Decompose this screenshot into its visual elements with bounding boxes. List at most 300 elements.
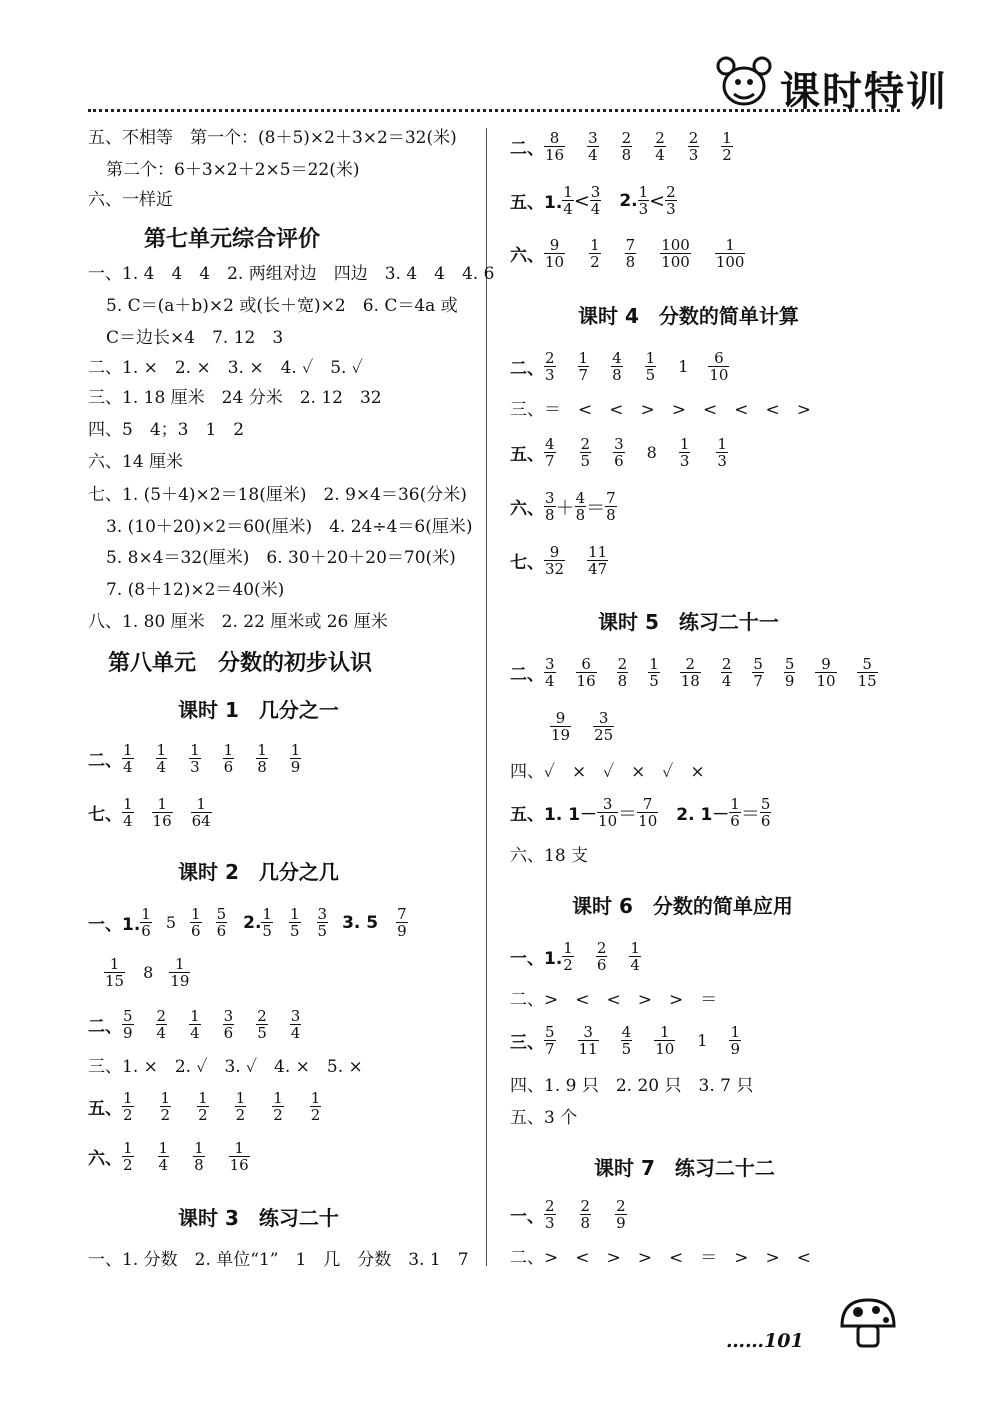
fraction (857, 656, 878, 689)
question-number: 六、 (510, 499, 544, 519)
fraction (223, 1008, 235, 1041)
fraction-denominator: 4 (156, 758, 167, 776)
fraction (688, 130, 700, 163)
unit7-line: 一、1. 4 4 4 2. 两组对边 四边 3. 4 4 4. 6 (88, 264, 495, 284)
fraction (289, 906, 301, 939)
fraction-numerator: 2 (685, 655, 696, 673)
fraction-numerator: 3 (602, 795, 613, 813)
fraction (544, 490, 556, 523)
lesson4-title: 课时 4 分数的简单计算 (578, 304, 799, 328)
fraction-denominator: 19 (551, 726, 571, 744)
fraction-numerator: 3 (590, 183, 601, 201)
fraction-denominator: 3 (717, 452, 727, 470)
fraction (611, 350, 623, 383)
fraction-denominator: 64 (191, 812, 211, 830)
fraction (544, 130, 565, 163)
fraction-denominator: 100 (661, 253, 690, 271)
fraction (550, 710, 571, 743)
fraction-numerator: 2 (156, 1007, 167, 1025)
fraction (637, 796, 658, 829)
fraction-numerator: 1 (645, 349, 656, 367)
fraction-denominator: 5 (645, 366, 656, 384)
unit7-line: 5. C＝(a＋b)×2 或(长＋宽)×2 6. C＝4a 或 (106, 296, 458, 316)
fraction (158, 1140, 170, 1173)
fraction-denominator: 3 (190, 758, 200, 776)
fraction-numerator: 1 (722, 129, 732, 147)
fraction-numerator: 6 (581, 655, 591, 673)
fraction-denominator: 4 (545, 672, 555, 690)
fraction (716, 436, 728, 469)
fraction-numerator: 1 (590, 236, 600, 254)
fraction (615, 1198, 627, 1231)
question-number: 五、 (510, 445, 544, 465)
fraction-numerator: 5 (216, 905, 227, 923)
fraction-denominator: 2 (235, 1106, 246, 1124)
fraction (104, 956, 125, 989)
fraction-numerator: 1 (123, 1089, 133, 1107)
fraction (122, 742, 134, 775)
fraction-numerator: 1 (190, 1007, 200, 1025)
page-number-dots: …… (726, 1330, 764, 1352)
fraction-numerator: 1 (310, 1089, 321, 1107)
left-line-2: 第二个：6＋3×2＋2×5＝22(米) (106, 160, 360, 180)
fraction-numerator: 2 (596, 939, 607, 957)
fraction-numerator: 100 (661, 236, 690, 254)
fraction-denominator: 4 (590, 200, 601, 218)
fraction-denominator: 19 (170, 972, 190, 990)
fraction (648, 656, 660, 689)
fraction (587, 544, 608, 577)
symbol: < (649, 189, 666, 212)
fraction-denominator: 8 (580, 1214, 591, 1232)
fraction-numerator: 1 (235, 1089, 246, 1107)
unit7-line: C＝边长×4 7. 12 3 (106, 328, 284, 348)
fraction-denominator: 16 (229, 1156, 249, 1174)
fraction (544, 237, 565, 270)
fraction-numerator: 1 (730, 795, 740, 813)
fraction-numerator: 1 (198, 1089, 208, 1107)
fraction-numerator: 1 (123, 795, 133, 813)
fraction-denominator: 3 (638, 200, 649, 218)
unit7-line: 四、5 4；3 1 2 (88, 420, 245, 440)
fraction-denominator: 3 (666, 200, 676, 218)
question-number: 2. (243, 912, 262, 933)
lesson4-q3: 三、＝ < < > > < < < > (510, 400, 811, 420)
fraction-denominator: 9 (123, 1024, 133, 1042)
unit7-line: 三、1. 18 厘米 24 分米 2. 12 32 (88, 388, 382, 408)
fraction-numerator: 1 (725, 236, 735, 254)
fraction-denominator: 2 (590, 253, 600, 271)
fraction-numerator: 1 (156, 741, 167, 759)
page-number (726, 1330, 804, 1352)
fraction (680, 656, 701, 689)
question-number: 一、1. (510, 949, 563, 969)
fraction-denominator: 5 (257, 1024, 267, 1042)
fraction-denominator: 7 (545, 452, 555, 470)
fraction-denominator: 15 (857, 672, 877, 690)
fraction-numerator: 5 (545, 1023, 555, 1041)
fraction-denominator: 10 (655, 1040, 675, 1058)
fraction-numerator: 1 (194, 1139, 204, 1157)
fraction (752, 656, 764, 689)
lesson7-q2: 二、> < > > < ＝ > > < (510, 1248, 811, 1268)
fraction (152, 796, 173, 829)
lesson7-q1 (510, 1198, 627, 1231)
fraction-numerator: 4 (545, 435, 555, 453)
unit7-title: 第七单元综合评价 (144, 227, 321, 252)
lesson2-title: 课时 2 几分之几 (178, 860, 339, 884)
fraction-numerator: 1 (679, 435, 690, 453)
fraction-numerator: 1 (563, 183, 573, 201)
fraction (197, 1090, 209, 1123)
fraction-numerator: 2 (616, 1197, 626, 1215)
unit7-line: 六、14 厘米 (88, 452, 184, 472)
fraction-denominator: 2 (160, 1106, 171, 1124)
lesson5-q6: 六、18 支 (510, 846, 589, 866)
fraction-numerator: 1 (158, 1139, 169, 1157)
fraction-numerator: 3 (545, 655, 555, 673)
fraction (665, 184, 677, 217)
lesson5-q4: 四、✓ × ✓ × ✓ × (510, 762, 705, 782)
fraction-numerator: 1 (563, 939, 573, 957)
lesson5-q2-line1 (510, 656, 878, 689)
fraction-denominator: 3 (545, 366, 555, 384)
fraction-numerator: 1 (175, 955, 185, 973)
question-number: 二、 (510, 359, 544, 379)
fraction (760, 796, 772, 829)
lesson1-title: 课时 1 几分之一 (178, 698, 339, 722)
fraction-denominator: 6 (223, 1024, 234, 1042)
fraction-numerator: 4 (621, 1023, 632, 1041)
fraction-numerator: 11 (588, 543, 608, 561)
unit7-line: 七、1. (5＋4)×2＝18(厘米) 2. 9×4＝36(分米) (88, 485, 467, 505)
fraction (654, 130, 666, 163)
fraction-numerator: 2 (617, 655, 628, 673)
fraction (156, 742, 168, 775)
fraction-denominator: 4 (123, 812, 133, 830)
fraction (122, 796, 134, 829)
unit8-title: 第八单元 分数的初步认识 (108, 651, 373, 676)
fraction-numerator: 3 (598, 709, 609, 727)
fraction (256, 1008, 268, 1041)
fraction (189, 1008, 201, 1041)
question-number: 二、 (510, 139, 544, 159)
lesson6-q4: 四、1. 9 只 2. 20 只 3. 7 只 (510, 1076, 754, 1096)
fraction (216, 906, 228, 939)
fraction-denominator: 6 (223, 758, 234, 776)
fraction-numerator: 2 (688, 129, 699, 147)
fraction-denominator: 8 (617, 672, 628, 690)
lesson2-q6 (88, 1140, 250, 1173)
question-number: 二、 (88, 751, 122, 771)
lesson2-q1-line2 (104, 956, 190, 989)
fraction-numerator: 9 (549, 236, 560, 254)
value-text: 1 (678, 357, 689, 376)
fraction-numerator: 2 (721, 655, 732, 673)
lesson2-q1-line1 (88, 906, 408, 939)
header-divider (88, 109, 900, 112)
fraction (544, 436, 556, 469)
fraction-numerator: 2 (655, 129, 665, 147)
fraction-denominator: 6 (191, 922, 201, 940)
symbol: < (573, 189, 590, 212)
fraction-denominator: 4 (721, 672, 732, 690)
fraction-denominator: 5 (649, 672, 659, 690)
fraction-numerator: 1 (196, 795, 206, 813)
fraction (562, 184, 574, 217)
fraction-numerator: 1 (190, 741, 200, 759)
lesson6-q1 (510, 940, 641, 973)
lesson3-q1: 一、1. 分数 2. 单位“1” 1 几 分数 3. 1 7 (88, 1250, 469, 1270)
lesson1-q7 (88, 796, 212, 829)
fraction-numerator: 1 (649, 655, 659, 673)
unit7-line: 5. 8×4＝32(厘米) 6. 30＋20＋20＝70(米) (106, 548, 456, 568)
fraction-denominator: 3 (545, 1214, 555, 1232)
lesson7-title: 课时 7 练习二十二 (594, 1156, 775, 1180)
symbol: ＝ (740, 803, 760, 825)
fraction (578, 350, 590, 383)
question-number: 一、 (510, 1207, 544, 1227)
fraction (122, 1090, 134, 1123)
fraction (679, 436, 691, 469)
fraction-numerator: 2 (545, 349, 555, 367)
fraction-denominator: 16 (152, 812, 172, 830)
value-text: 5 (165, 913, 177, 932)
fraction-numerator: 6 (714, 349, 724, 367)
fraction (190, 906, 202, 939)
left-line-1: 五、不相等 第一个：(8＋5)×2＋3×2＝32(米) (88, 128, 457, 148)
fraction (140, 906, 152, 939)
fraction-numerator: 7 (606, 489, 616, 507)
page-number-value: 101 (764, 1330, 804, 1352)
fraction-denominator: 5 (289, 922, 300, 940)
right-q6 (510, 237, 745, 270)
fraction-denominator: 8 (194, 1156, 204, 1174)
fraction-denominator: 8 (257, 758, 267, 776)
fraction (169, 956, 190, 989)
lesson4-q2 (510, 350, 729, 383)
fraction-denominator: 10 (709, 366, 729, 384)
fraction-denominator: 7 (545, 1040, 555, 1058)
fraction-numerator: 1 (578, 349, 589, 367)
fraction-denominator: 4 (123, 758, 133, 776)
fraction-denominator: 9 (784, 672, 795, 690)
fraction (660, 237, 691, 270)
fraction-denominator: 2 (722, 146, 732, 164)
fraction (578, 1024, 599, 1057)
fraction-denominator: 10 (545, 253, 565, 271)
symbol: ＝ (586, 497, 606, 519)
question-number: 3. 5 (342, 912, 379, 933)
fraction (593, 710, 614, 743)
fraction-numerator: 1 (123, 1139, 133, 1157)
fraction-numerator: 5 (753, 655, 763, 673)
fraction (193, 1140, 205, 1173)
fraction-denominator: 8 (621, 146, 632, 164)
fraction-numerator: 1 (630, 939, 640, 957)
lesson6-title: 课时 6 分数的简单应用 (572, 894, 793, 918)
question-number: 六、 (510, 246, 544, 266)
fraction-numerator: 1 (109, 955, 120, 973)
fraction (715, 237, 746, 270)
fraction (310, 1090, 322, 1123)
fraction-numerator: 1 (290, 741, 301, 759)
fraction-numerator: 1 (234, 1139, 244, 1157)
fraction-numerator: 2 (621, 129, 632, 147)
fraction-numerator: 1 (160, 1089, 171, 1107)
fraction (544, 1198, 556, 1231)
fraction (784, 656, 796, 689)
fraction-denominator: 3 (679, 452, 690, 470)
fraction (617, 656, 629, 689)
fraction-numerator: 1 (123, 741, 133, 759)
fraction-denominator: 16 (576, 672, 596, 690)
fraction-denominator: 9 (290, 758, 301, 776)
question-number: 五、1. 1－ (510, 805, 598, 825)
unit7-line: 3. (10＋20)×2＝60(厘米) 4. 24÷4＝6(厘米) (106, 517, 473, 537)
question-number: 三、 (510, 1033, 544, 1053)
fraction-numerator: 1 (289, 905, 300, 923)
fraction-denominator: 5 (621, 1040, 632, 1058)
fraction (122, 1008, 134, 1041)
question-number: 一、1. (88, 915, 141, 935)
fraction-denominator: 32 (545, 560, 565, 578)
fraction-denominator: 2 (310, 1106, 321, 1124)
fraction-numerator: 1 (659, 1023, 670, 1041)
fraction-numerator: 1 (141, 905, 151, 923)
symbol: ＋ (555, 497, 575, 519)
fraction-denominator: 8 (575, 506, 586, 524)
fraction-numerator: 9 (549, 543, 560, 561)
fraction-denominator: 8 (545, 506, 555, 524)
fraction (544, 656, 556, 689)
lesson3-title: 课时 3 练习二十 (178, 1206, 339, 1230)
fraction (654, 1024, 675, 1057)
fraction-denominator: 7 (578, 366, 589, 384)
fraction (621, 130, 633, 163)
fraction-denominator: 6 (614, 452, 624, 470)
fraction-denominator: 6 (596, 956, 607, 974)
fraction (629, 940, 641, 973)
fraction-numerator: 7 (642, 795, 653, 813)
fraction-denominator: 2 (273, 1106, 283, 1124)
fraction-numerator: 3 (614, 435, 624, 453)
fraction-numerator: 5 (123, 1007, 133, 1025)
fraction-denominator: 2 (198, 1106, 208, 1124)
fraction (580, 1198, 592, 1231)
fraction-numerator: 2 (580, 435, 591, 453)
fraction (317, 906, 329, 939)
fraction-denominator: 2 (123, 1106, 133, 1124)
lesson2-q3: 三、1. × 2. ✓ 3. ✓ 4. × 5. × (88, 1057, 363, 1077)
fraction-denominator: 5 (262, 922, 272, 940)
fraction (605, 490, 617, 523)
fraction-denominator: 16 (545, 146, 565, 164)
fraction-numerator: 5 (760, 795, 771, 813)
fraction-numerator: 7 (397, 905, 407, 923)
fraction-numerator: 3 (583, 1023, 593, 1041)
fraction-numerator: 9 (821, 655, 831, 673)
fraction-denominator: 9 (616, 1214, 626, 1232)
fraction-denominator: 8 (606, 506, 616, 524)
fraction-denominator: 8 (612, 366, 622, 384)
fraction (235, 1090, 247, 1123)
fraction (544, 350, 556, 383)
fraction-denominator: 9 (730, 1040, 741, 1058)
fraction-denominator: 4 (563, 200, 573, 218)
unit7-line: 二、1. × 2. × 3. × 4. ✓ 5. ✓ (88, 358, 363, 378)
question-number: 七、 (88, 805, 122, 825)
fraction-denominator: 10 (638, 812, 658, 830)
left-line-3: 六、一样近 (88, 190, 173, 210)
fraction-numerator: 1 (273, 1089, 283, 1107)
fraction-numerator: 1 (262, 905, 272, 923)
fraction-denominator: 6 (141, 922, 151, 940)
lesson5-q5 (510, 796, 771, 829)
fraction (729, 1024, 741, 1057)
fraction (544, 1024, 556, 1057)
value-text: 8 (646, 443, 657, 462)
question-number: 五、1. (510, 193, 563, 213)
mascot-icon (714, 54, 776, 110)
fraction-numerator: 1 (638, 183, 649, 201)
fraction-denominator: 10 (816, 672, 836, 690)
right-q2 (510, 130, 733, 163)
fraction-numerator: 2 (580, 1197, 591, 1215)
fraction (587, 130, 599, 163)
fraction (191, 796, 212, 829)
fraction-denominator: 4 (190, 1024, 200, 1042)
fraction-denominator: 5 (317, 922, 328, 940)
right-q5 (510, 184, 677, 217)
fraction-numerator: 3 (588, 129, 598, 147)
fraction (625, 237, 637, 270)
fraction (590, 184, 602, 217)
fraction-denominator: 47 (588, 560, 608, 578)
mushroom-icon (836, 1296, 900, 1352)
fraction (229, 1140, 250, 1173)
fraction-denominator: 4 (588, 146, 598, 164)
fraction-denominator: 4 (158, 1156, 169, 1174)
fraction-denominator: 4 (156, 1024, 167, 1042)
fraction-denominator: 6 (216, 922, 227, 940)
value-text: 1 (697, 1031, 708, 1050)
question-number: 五、 (88, 1099, 122, 1119)
lesson2-q5 (88, 1090, 321, 1123)
fraction-numerator: 1 (730, 1023, 741, 1041)
lesson4-q5 (510, 436, 728, 469)
fraction (290, 1008, 302, 1041)
lesson4-q6 (510, 490, 617, 523)
fraction (638, 184, 650, 217)
unit7-line: 7. (8＋12)×2＝40(米) (106, 580, 285, 600)
fraction-denominator: 25 (594, 726, 614, 744)
fraction-denominator: 5 (580, 452, 591, 470)
lesson2-q2 (88, 1008, 301, 1041)
fraction-numerator: 5 (862, 655, 872, 673)
fraction-numerator: 4 (575, 489, 586, 507)
question-number: 七、 (510, 553, 544, 573)
fraction (256, 742, 268, 775)
fraction (621, 1024, 633, 1057)
fraction-numerator: 3 (290, 1007, 301, 1025)
fraction (189, 742, 201, 775)
fraction-denominator: 7 (753, 672, 763, 690)
fraction (721, 656, 733, 689)
fraction-numerator: 8 (549, 129, 560, 147)
fraction (261, 906, 273, 939)
fraction-numerator: 1 (191, 905, 201, 923)
